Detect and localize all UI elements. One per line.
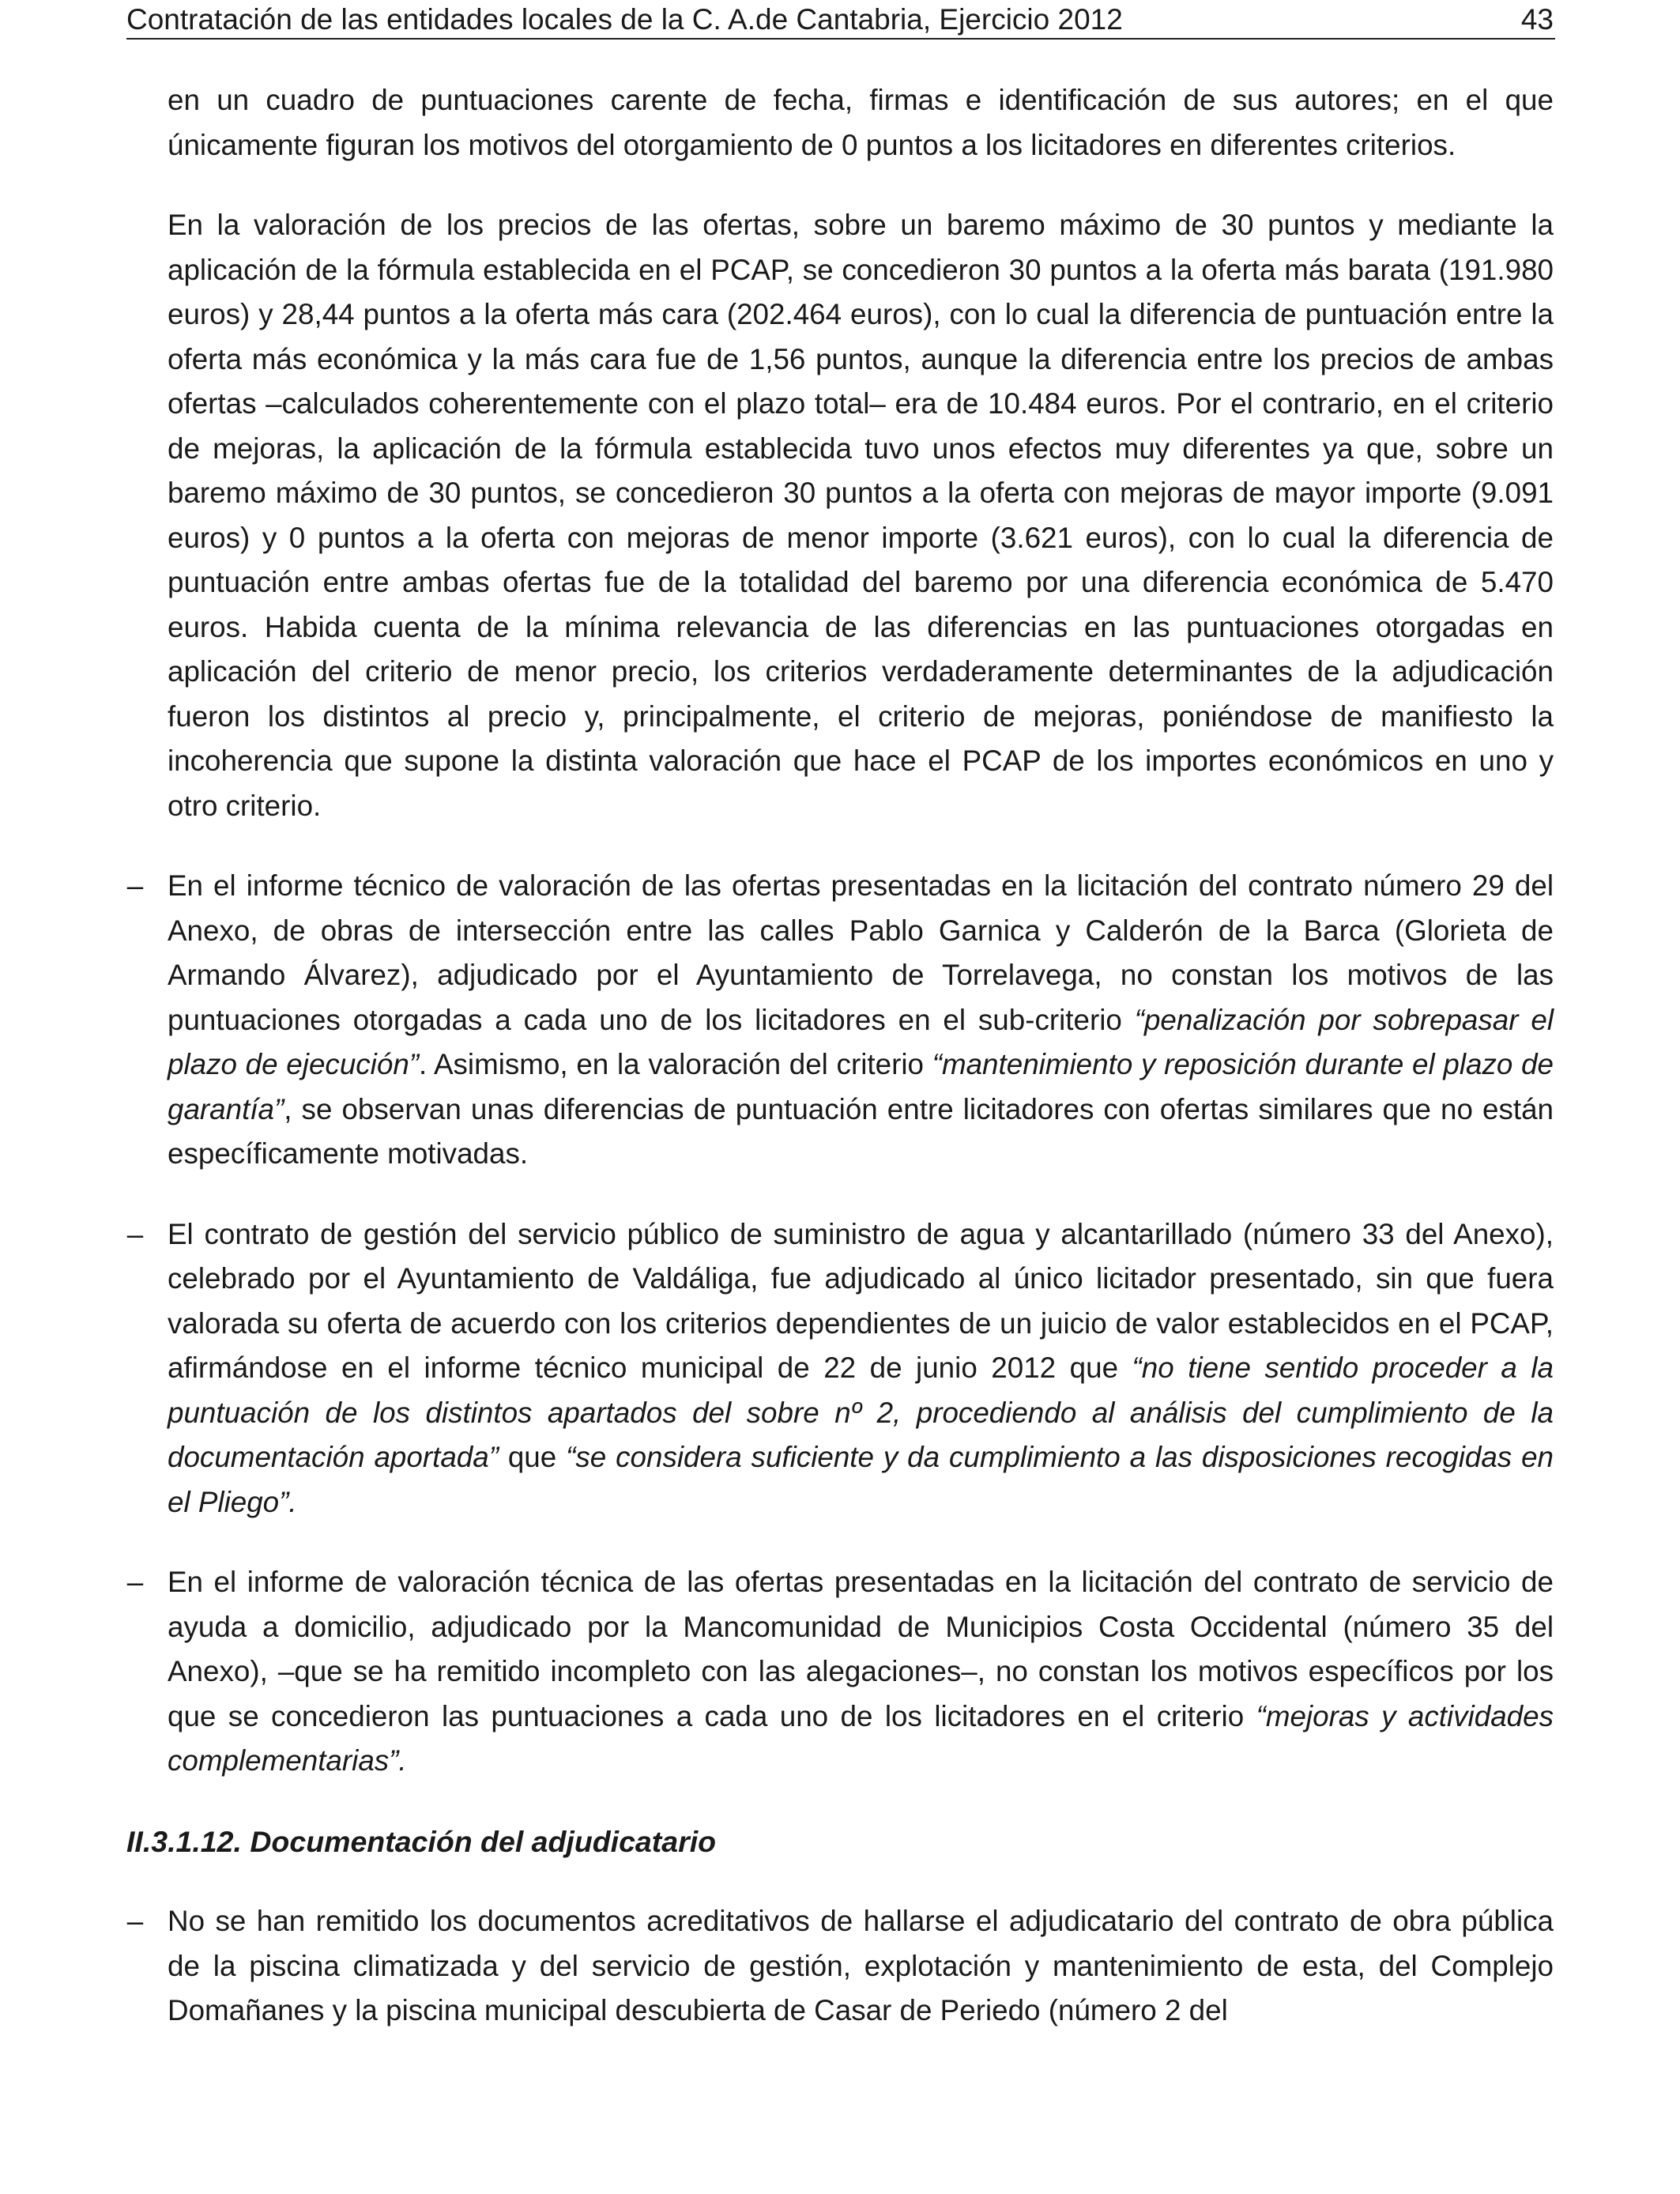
header-title: Contratación de las entidades locales de la C. A.de Cantabria, Ejercicio 2012 (126, 3, 1123, 36)
page-header (126, 0, 1555, 40)
paragraph-continuation: en un cuadro de puntuaciones carente de fecha, firmas e identificación de sus autores; en el que únicamente figuran los motivos del otorgamiento de 0 puntos a los licitadores en diferentes criterios. (168, 84, 1554, 161)
list-item-contract-2: – No se han remitido los documentos acreditativos de hallarse el adjudicatario del contrato de obra pública de la piscina climatizada y del servicio de gestión, explotación y mantenimiento de esta, del Complejo Domañanes y la piscina municipal descubierta de Casar de Periedo (número 2 del (168, 1899, 1554, 2034)
list-item-contract-29: – En el informe técnico de valoración de las ofertas presentadas en la licitación del contrato número 29 del Anexo, de obras de intersección entre las calles Pablo Garnica y Calderón de la Barca (Glorieta de Armando Álvarez), adjudicado por el Ayuntamiento de Torrelavega, no constan los motivos de las puntuaciones otorgadas a cada uno de los licitadores en el sub-criterio “penalización por sobrepasar el plazo de ejecución”. Asimismo, en la valoración del criterio “mantenimiento y reposición durante el plazo de garantía”, se observan unas diferencias de puntuación entre licitadores con ofertas similares que no están específicamente motivadas. (168, 864, 1554, 1177)
page-number: 43 (1520, 3, 1554, 36)
dash-bullet: – (126, 1905, 144, 1937)
list-item-contract-35: – En el informe de valoración técnica de las ofertas presentadas en la licitación del contrato de servicio de ayuda a domicilio, adjudicado por la Mancomunidad de Municipios Costa Occidental (número 35 del Anexo), –que se ha remitido incompleto con las alegaciones–, no constan los motivos específicos por los que se concedieron las puntuaciones a cada uno de los licitadores en el criterio “mejoras y actividades complementarias”. (168, 1560, 1554, 1784)
section-heading: II.3.1.12. Documentación del adjudicatario (126, 1824, 717, 1858)
document-body (126, 78, 1554, 2034)
dash-bullet: – (126, 1566, 144, 1598)
paragraph-price-valuation: En la valoración de los precios de las ofertas, sobre un baremo máximo de 30 puntos y mediante la aplicación de la fórmula establecida en el PCAP, se concedieron 30 puntos a la oferta más barata (191.980 euros) y 28,44 puntos a la oferta más cara (202.464 euros), con lo cual la diferencia de puntuación entre la oferta más económica y la más cara fue de 1,56 puntos, aunque la diferencia entre los precios de ambas ofertas –calculados coherentemente con el plazo total– era de 10.484 euros. Por el contrario, en el criterio de mejoras, la aplicación de la fórmula establecida tuvo unos efectos muy diferentes ya que, sobre un baremo máximo de 30 puntos, se concedieron 30 puntos a la oferta con mejoras de mayor importe (9.091 euros) y 0 puntos a la oferta con mejoras de menor importe (3.621 euros), con lo cual la diferencia de puntuación entre ambas ofertas fue de la totalidad del baremo por una diferencia económica de 5.470 euros. Habida cuenta de la mínima relevancia de las diferencias en las puntuaciones otorgadas en aplicación del criterio de menor precio, los criterios verdaderamente determinantes de la adjudicación fueron los distintos al precio y, principalmente, el criterio de mejoras, poniéndose de manifiesto la incoherencia que supone la distinta valoración que hace el PCAP de los importes económicos en uno y otro criterio. (168, 209, 1554, 822)
dash-bullet: – (126, 869, 144, 902)
dash-bullet: – (126, 1217, 144, 1250)
list-item-contract-33: – El contrato de gestión del servicio público de suministro de agua y alcantarillado (número 33 del Anexo), celebrado por el Ayuntamiento de Valdáliga, fue adjudicado al único licitador presentado, sin que fuera valorada su oferta de acuerdo con los criterios dependientes de un juicio de valor establecidos en el PCAP, afirmándose en el informe técnico municipal de 22 de junio 2012 que “no tiene sentido proceder a la puntuación de los distintos apartados del sobre nº 2, procediendo al análisis del cumplimiento de la documentación aportada” que “se considera suficiente y da cumplimiento a las disposiciones recogidas en el Pliego”. (168, 1212, 1554, 1525)
